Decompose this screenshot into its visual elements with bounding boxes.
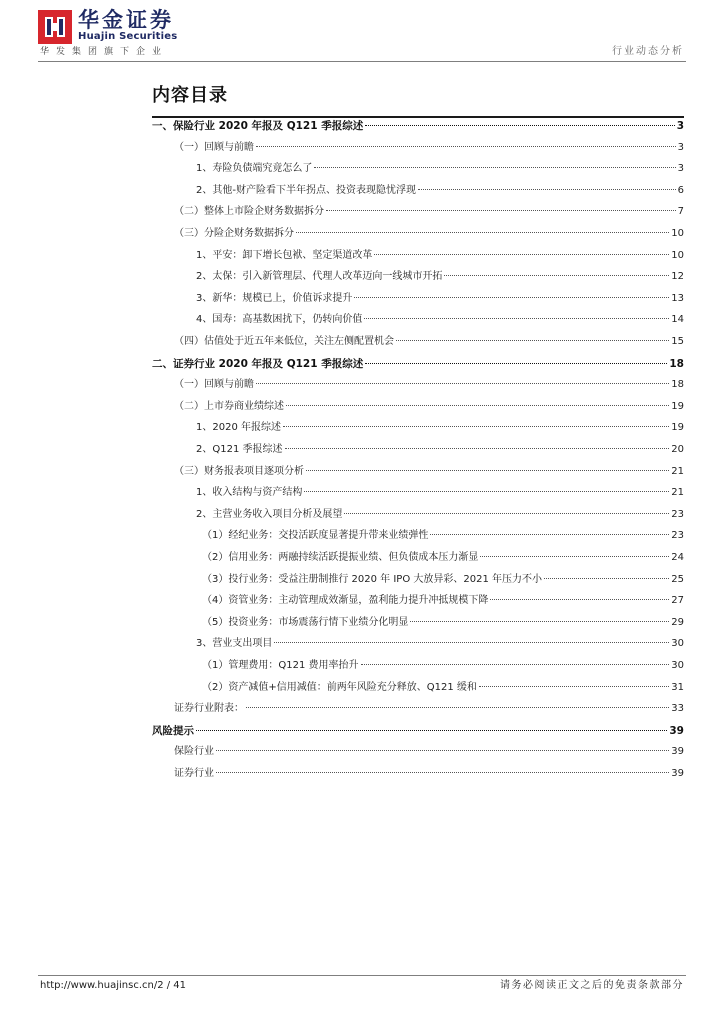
toc-leader-dots [444,275,669,276]
toc-leader-dots [196,730,667,731]
toc-leader-dots [306,470,669,471]
toc-page-number: 12 [671,271,684,283]
toc-entry[interactable] [174,744,684,760]
toc-entry[interactable] [152,356,684,372]
footer-divider [38,975,686,976]
toc-entry-text: 4、国寿：高基数困扰下，仍转向价值 [196,314,363,326]
toc-page-number: 21 [671,465,684,477]
toc-entry-text: 风险提示 [152,724,194,737]
toc-leader-dots [430,534,669,535]
toc-leader-dots [396,340,669,341]
toc-entry[interactable] [202,658,684,674]
toc-entry-text: （三）分险企财务数据拆分 [174,228,294,239]
logo-english-name: Huajin Securities [78,31,178,42]
toc-entry[interactable] [196,485,684,501]
logo-chinese-name: 华金证券 [78,8,174,32]
toc-entry-text: （三）财务报表项目逐项分析 [174,465,304,477]
toc-page-number: 7 [677,206,684,218]
toc-page-number: 39 [671,746,684,758]
toc-page-number: 15 [671,336,684,347]
toc-entry[interactable] [174,140,684,156]
toc-entry[interactable] [174,204,684,220]
toc-page-number: 30 [671,638,684,650]
toc-entry[interactable] [202,550,684,566]
toc-entry-text: （一）回顾与前瞻 [174,141,254,153]
toc-entry-text: 3、营业支出项目 [196,638,273,650]
toc-leader-dots [365,125,674,126]
toc-leader-dots [256,383,669,384]
toc-entry-text: 二、证券行业 2020 年报及 Q121 季报综述 [152,357,364,370]
toc-page-number: 19 [671,422,684,434]
toc-leader-dots [256,146,676,147]
footer-disclaimer: 请务必阅读正文之后的免责条款部分 [500,980,684,991]
toc-page-number: 25 [671,573,684,585]
toc-leader-dots [285,448,670,449]
toc-leader-dots [361,664,670,665]
toc-entry-text: 证券行业附表： [174,703,244,715]
toc-entry[interactable] [202,680,684,696]
toc-entry[interactable] [196,291,684,307]
toc-leader-dots [490,599,669,600]
toc-page-number: 20 [671,444,684,455]
toc-entry[interactable] [196,636,684,652]
toc-entry[interactable] [174,377,684,393]
toc-leader-dots [344,513,669,514]
page-header [38,8,684,60]
toc-entry-text: 2、Q121 季报综述 [196,444,283,455]
toc-entry-text: （4）资管业务：主动管理成效渐显，盈利能力提升冲抵规模下降 [202,595,489,607]
toc-page-number: 24 [671,552,684,563]
toc-title: 内容目录 [152,85,228,106]
toc-entry[interactable] [174,334,684,350]
toc-leader-dots [410,621,669,622]
toc-page-number: 31 [671,681,684,693]
toc-entry[interactable] [202,528,684,544]
toc-leader-dots [544,578,669,579]
toc-entry-text: 1、寿险负债端究竟怎么了 [196,163,313,175]
toc-leader-dots [286,405,669,406]
toc-page-number: 29 [671,616,684,628]
toc-page-number: 39 [671,768,684,779]
toc-entry[interactable] [174,464,684,480]
toc-entry-text: （2）资产减值+信用减值：前两年风险充分释放、Q121 缓和 [202,681,477,693]
toc-entry-text: （二）整体上市险企财务数据拆分 [174,206,324,218]
toc-leader-dots [364,318,669,319]
report-type: 行业动态分析 [612,46,684,57]
toc-page-number: 10 [671,228,684,239]
toc-leader-dots [274,642,669,643]
toc-entry-text: 2、其他-财产险看下半年拐点、投资表现隐忧浮现 [196,184,416,196]
toc-page-number: 18 [669,357,684,370]
toc-page-number: 18 [671,379,684,391]
toc-page-number: 23 [671,530,684,542]
toc-leader-dots [304,491,669,492]
toc-page-number: 10 [671,249,684,261]
toc-leader-dots [354,297,669,298]
toc-leader-dots [246,707,669,708]
toc-entry-text: 证券行业 [174,768,214,779]
toc-entry[interactable] [202,593,684,609]
toc-page-number: 39 [669,724,684,737]
toc-entry[interactable] [196,248,684,264]
toc-entry[interactable] [196,161,684,177]
toc-page-number: 3 [676,120,684,132]
toc-entry-text: 2、太保：引入新管理层、代理人改革迈向一线城市开拓 [196,271,443,283]
toc-leader-dots [326,210,676,211]
toc-entry[interactable] [196,442,684,458]
toc-entry-text: （二）上市券商业绩综述 [174,400,284,412]
toc-entry-text: 2、主营业务收入项目分析及展望 [196,508,343,520]
logo-subtitle: 华发集团旗下企业 [40,47,169,57]
toc-entry-text: （一）回顾与前瞻 [174,379,254,391]
toc-leader-dots [418,189,676,190]
toc-entry[interactable] [196,312,684,328]
toc-leader-dots [216,772,669,773]
toc-page-number: 13 [671,292,684,304]
toc-leader-dots [216,750,669,751]
toc-page-number: 14 [671,314,684,326]
toc-entry-text: （四）估值处于近五年来低位，关注左侧配置机会 [174,336,394,347]
toc-entry-text: 1、平安：卸下增长包袱、坚定渠道改革 [196,249,373,261]
toc-leader-dots [479,686,669,687]
toc-entry[interactable] [196,420,684,436]
toc-entry-text: 保险行业 [174,746,214,758]
toc-entry[interactable] [174,766,684,782]
toc-page-number: 33 [671,703,684,715]
footer-url-page[interactable]: http://www.huajinsc.cn/2 / 41 [40,980,187,991]
toc-entry[interactable] [152,118,684,134]
toc-entry-text: 1、2020 年报综述 [196,422,281,434]
toc-entry-text: 一、保险行业 2020 年报及 Q121 季报综述 [152,120,364,132]
toc-entry[interactable] [196,269,684,285]
toc-entry[interactable] [202,615,684,631]
toc-leader-dots [374,254,669,255]
toc-entry[interactable] [174,399,684,415]
toc-leader-dots [365,363,667,364]
toc-entry-text: （1）管理费用：Q121 费用率抬升 [202,660,359,671]
toc-page-number: 21 [671,487,684,499]
toc-entry-text: （1）经纪业务：交投活跃度显著提升带来业绩弹性 [202,530,429,542]
toc-entry-text: （2）信用业务：两融持续活跃提振业绩、但负债成本压力渐显 [202,552,479,563]
toc-entry-text: 1、收入结构与资产结构 [196,487,303,499]
toc-leader-dots [296,232,669,233]
toc-page-number: 6 [677,184,684,196]
toc-page-number: 19 [671,400,684,412]
toc-entry[interactable] [196,183,684,199]
huajin-logo-icon [38,10,72,44]
header-divider [38,61,686,62]
toc-leader-dots [283,426,669,427]
toc-entry-text: （5）投资业务：市场震荡行情下业绩分化明显 [202,616,409,628]
toc-entry[interactable] [152,723,684,739]
toc-page-number: 27 [671,595,684,607]
toc-entry[interactable] [196,507,684,523]
company-logo [38,8,178,60]
toc-entry[interactable] [174,226,684,242]
toc-leader-dots [480,556,669,557]
toc-page-number: 3 [677,141,684,153]
toc-page-number: 23 [671,508,684,520]
toc-page-number: 30 [671,660,684,671]
toc-leader-dots [314,167,675,168]
toc-page-number: 3 [677,163,684,175]
toc-entry-text: 3、新华：规模已上，价值诉求提升 [196,292,353,304]
toc-entry-text: （3）投行业务：受益注册制推行 2020 年 IPO 大放异彩、2021 年压力不小 [202,573,543,585]
toc-entry[interactable] [202,572,684,588]
toc-entry[interactable] [174,701,684,717]
